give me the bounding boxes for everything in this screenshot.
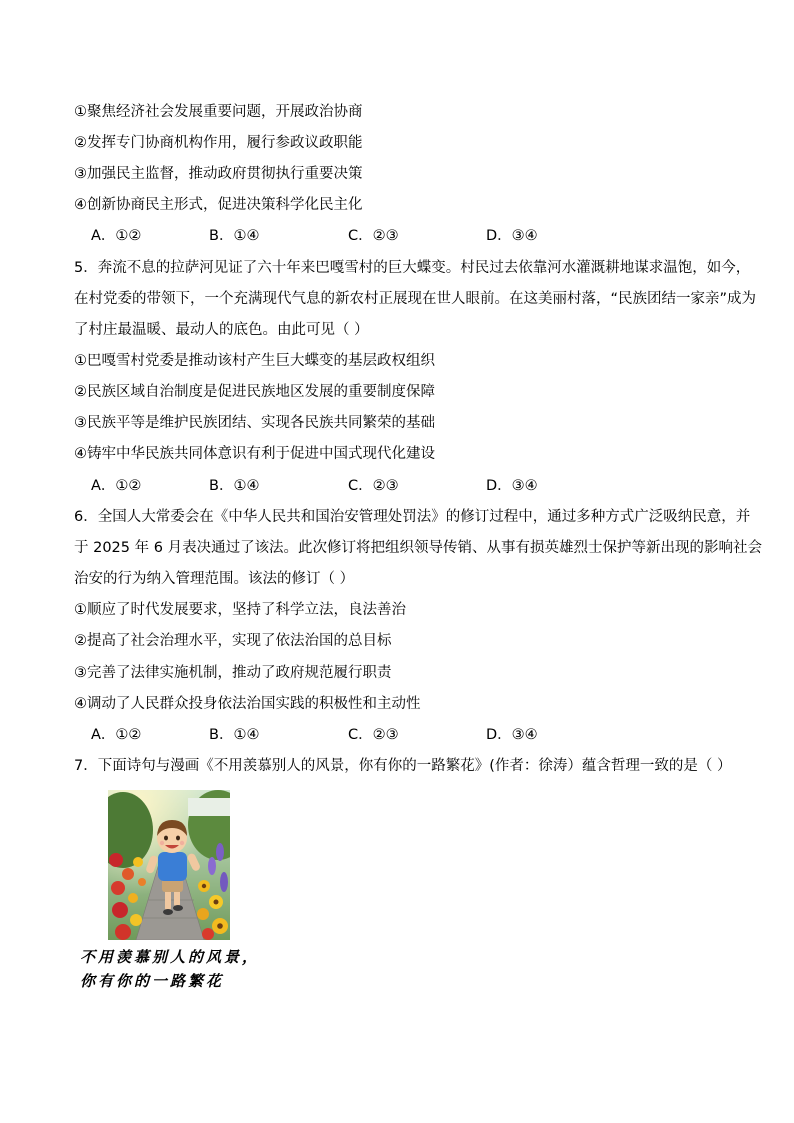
q5-option-b[interactable]: B．①④ (209, 478, 260, 494)
q4-option-a[interactable]: A．①② (91, 228, 142, 244)
q5-option-d[interactable]: D．③④ (486, 478, 538, 494)
q4-option-b[interactable]: B．①④ (209, 228, 260, 244)
q4-option-c[interactable]: C．②③ (348, 228, 399, 244)
q4-option-d[interactable]: D．③④ (486, 228, 538, 244)
q5-item-3: ③民族平等是维护民族团结、实现各民族共同繁荣的基础 (74, 415, 435, 431)
q5-option-a[interactable]: A．①② (91, 478, 142, 494)
q5-item-4: ④铸牢中华民族共同体意识有利于促进中国式现代化建设 (74, 446, 435, 462)
q5-item-1: ①巴嘎雪村党委是推动该村产生巨大蝶变的基层政权组织 (74, 353, 435, 369)
q5-stem-line-1: 5．奔流不息的拉萨河见证了六十年来巴嘎雪村的巨大蝶变。村民过去依靠河水灌溉耕地谋求温饱，如今， (74, 260, 751, 276)
q4-options (74, 226, 730, 246)
q6-stem-line-1: 6．全国人大常委会在《中华人民共和国治安管理处罚法》的修订过程中，通过多种方式广泛吸纳民意，并 (74, 509, 751, 525)
q6-option-b[interactable]: B．①④ (209, 727, 260, 743)
cartoon-illustration (108, 790, 230, 940)
q6-option-a[interactable]: A．①② (91, 727, 142, 743)
q6-option-c[interactable]: C．②③ (348, 727, 399, 743)
q6-item-3: ③完善了法律实施机制，推动了政府规范履行职责 (74, 665, 392, 681)
q6-stem-line-3: 治安的行为纳入管理范围。该法的修订（ ） (74, 571, 355, 587)
q4-item-4: ④创新协商民主形式，促进决策科学化民主化 (74, 197, 363, 213)
q6-option-d[interactable]: D．③④ (486, 727, 538, 743)
q7-stem: 7．下面诗句与漫画《不用羡慕别人的风景，你有你的一路繁花》(作者：徐涛）蕴含哲理一致的是（ ） (74, 758, 732, 774)
cartoon-caption-line-1: 不用羡慕别人的风景， (80, 948, 261, 966)
cartoon-caption-line-2: 你有你的一路繁花 (80, 972, 225, 990)
q6-item-2: ②提高了社会治理水平，实现了依法治国的总目标 (74, 633, 392, 649)
cartoon-drawing (108, 790, 230, 940)
q4-item-2: ②发挥专门协商机构作用，履行参政议政职能 (74, 135, 363, 151)
q5-stem-line-3: 了村庄最温暖、最动人的底色。由此可见（ ） (74, 322, 369, 338)
q5-option-c[interactable]: C．②③ (348, 478, 399, 494)
q4-item-1: ①聚焦经济社会发展重要问题，开展政治协商 (74, 104, 363, 120)
q5-stem-line-2: 在村党委的带领下，一个充满现代气息的新农村正展现在世人眼前。在这美丽村落，“民族团结一家亲”成为 (74, 291, 757, 307)
q5-options (74, 476, 730, 496)
q6-item-1: ①顺应了时代发展要求，坚持了科学立法，良法善治 (74, 602, 406, 618)
q4-item-3: ③加强民主监督，推动政府贯彻执行重要决策 (74, 166, 363, 182)
q6-options (74, 725, 730, 745)
q6-stem-line-2: 于 2025 年 6 月表决通过了该法。此次修订将把组织领导传销、从事有损英雄烈士保护等新出现的影响社会 (74, 540, 763, 556)
q5-item-2: ②民族区域自治制度是促进民族地区发展的重要制度保障 (74, 384, 435, 400)
q6-item-4: ④调动了人民群众投身依法治国实践的积极性和主动性 (74, 696, 421, 712)
